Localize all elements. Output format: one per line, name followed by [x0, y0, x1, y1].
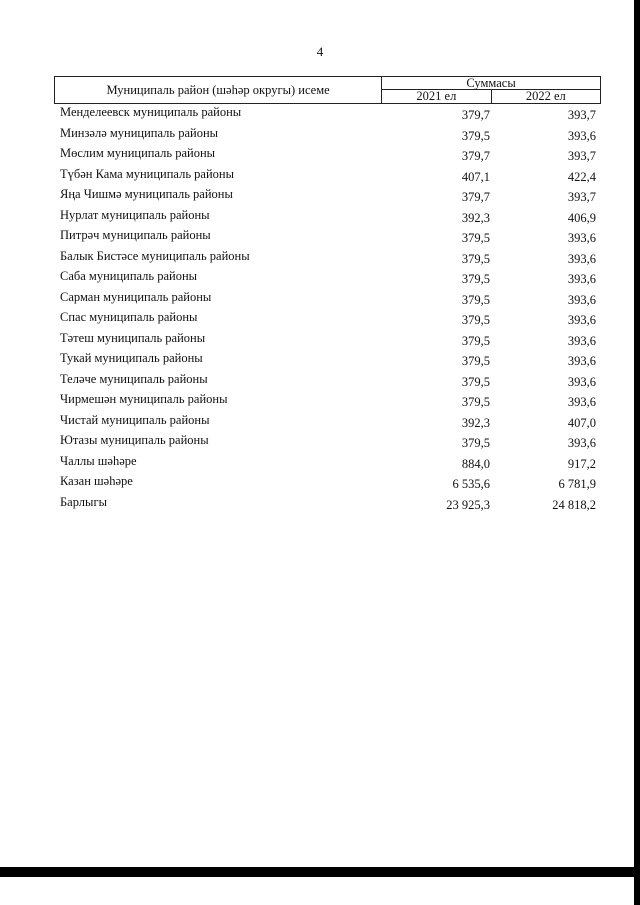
total-row: [60, 495, 600, 516]
table-row: [60, 126, 600, 147]
row-value-2022: 393,6: [567, 354, 596, 368]
row-value-2021: 379,7: [461, 149, 490, 163]
row-name: Казан шәһәре: [60, 474, 133, 488]
row-name: Тукай муниципаль районы: [60, 351, 203, 365]
row-value-2022: 406,9: [567, 210, 596, 225]
header-year-2022: 2022 ел: [491, 90, 600, 104]
table-row: [60, 146, 600, 167]
row-value-2022: 393,6: [567, 333, 596, 348]
row-value-2021: 379,5: [461, 231, 490, 245]
row-value-2022: 393,6: [567, 128, 596, 143]
row-name: Чистай муниципаль районы: [60, 412, 210, 427]
table-row: [60, 310, 600, 331]
row-name: Түбән Кама муниципаль районы: [60, 166, 234, 181]
row-value-2022: 393,7: [567, 149, 596, 163]
table-row: [60, 249, 600, 270]
row-name: Теләче муниципаль районы: [60, 371, 208, 386]
row-value-2021: 379,5: [461, 333, 490, 348]
row-value-2021: 379,5: [461, 128, 490, 143]
row-value-2021: 884,0: [461, 456, 490, 471]
row-value-2022: 407,0: [567, 415, 596, 430]
row-value-2021: 379,5: [461, 436, 490, 450]
table-row: [60, 351, 600, 372]
row-value-2022: 393,6: [567, 374, 596, 389]
row-value-2021: 379,5: [461, 251, 490, 266]
row-name: Балык Бистәсе муниципаль районы: [60, 248, 250, 263]
row-name: Чаллы шәһәре: [60, 453, 137, 468]
row-value-2022: 393,6: [567, 313, 596, 327]
row-name: Сарман муниципаль районы: [60, 289, 212, 304]
table-row: [60, 187, 600, 208]
scan-right-edge: [634, 0, 640, 905]
table-row: [60, 269, 600, 290]
table-body: [60, 105, 600, 515]
row-value-2022: 6 781,9: [558, 477, 596, 491]
row-value-2021: 6 535,6: [452, 477, 490, 491]
header-year-2021: 2021 ел: [382, 90, 491, 104]
row-value-2021: 23 925,3: [446, 497, 490, 512]
row-value-2022: 393,6: [567, 231, 596, 245]
row-value-2021: 379,5: [461, 395, 490, 409]
row-name: Менделеевск муниципаль районы: [60, 105, 242, 119]
row-value-2022: 393,6: [567, 292, 596, 307]
row-name: Мөслим муниципаль районы: [60, 146, 216, 160]
row-value-2022: 393,6: [567, 395, 596, 409]
header-name-column: Муниципаль район (шәһәр округы) исеме: [55, 77, 382, 104]
row-value-2021: 392,3: [461, 210, 490, 225]
table-row: [60, 331, 600, 352]
row-value-2021: 407,1: [461, 169, 490, 184]
table-row: [60, 372, 600, 393]
row-value-2021: 379,7: [461, 190, 490, 204]
table-header: [54, 76, 601, 104]
table-row: [60, 392, 600, 413]
row-name: Барлыгы: [60, 494, 107, 509]
header-sum-column: Суммасы: [382, 77, 601, 90]
row-value-2021: 379,5: [461, 354, 490, 368]
table-row: [60, 228, 600, 249]
table-row: [60, 167, 600, 188]
row-name: Саба муниципаль районы: [60, 269, 198, 283]
row-value-2022: 393,7: [567, 190, 596, 204]
row-value-2022: 422,4: [567, 169, 596, 184]
row-value-2021: 379,5: [461, 374, 490, 389]
table-row: [60, 290, 600, 311]
row-name: Яңа Чишмә муниципаль районы: [60, 187, 233, 201]
row-value-2022: 917,2: [567, 456, 596, 471]
scan-bottom-edge: [0, 867, 640, 877]
page-number: 4: [316, 44, 324, 59]
row-value-2022: 393,6: [567, 251, 596, 266]
row-value-2021: 379,5: [461, 272, 490, 286]
table-row: [60, 454, 600, 475]
row-value-2021: 392,3: [461, 415, 490, 430]
row-value-2022: 24 818,2: [552, 497, 596, 512]
row-name: Ютазы муниципаль районы: [60, 433, 209, 447]
table-row: [60, 105, 600, 126]
row-value-2021: 379,5: [461, 292, 490, 307]
row-name: Нурлат муниципаль районы: [60, 207, 210, 222]
row-value-2021: 379,5: [461, 313, 490, 327]
row-name: Спас муниципаль районы: [60, 310, 198, 324]
table-row: [60, 433, 600, 454]
row-name: Минзәлә муниципаль районы: [60, 125, 219, 140]
row-value-2022: 393,7: [567, 108, 596, 122]
table-row: [60, 413, 600, 434]
table-row: [60, 474, 600, 495]
row-name: Питрәч муниципаль районы: [60, 228, 211, 242]
table-row: [60, 208, 600, 229]
row-value-2022: 393,6: [567, 272, 596, 286]
row-name: Чирмешән муниципаль районы: [60, 392, 228, 406]
row-value-2021: 379,7: [461, 108, 490, 122]
row-name: Тәтеш муниципаль районы: [60, 330, 206, 345]
row-value-2022: 393,6: [567, 436, 596, 450]
